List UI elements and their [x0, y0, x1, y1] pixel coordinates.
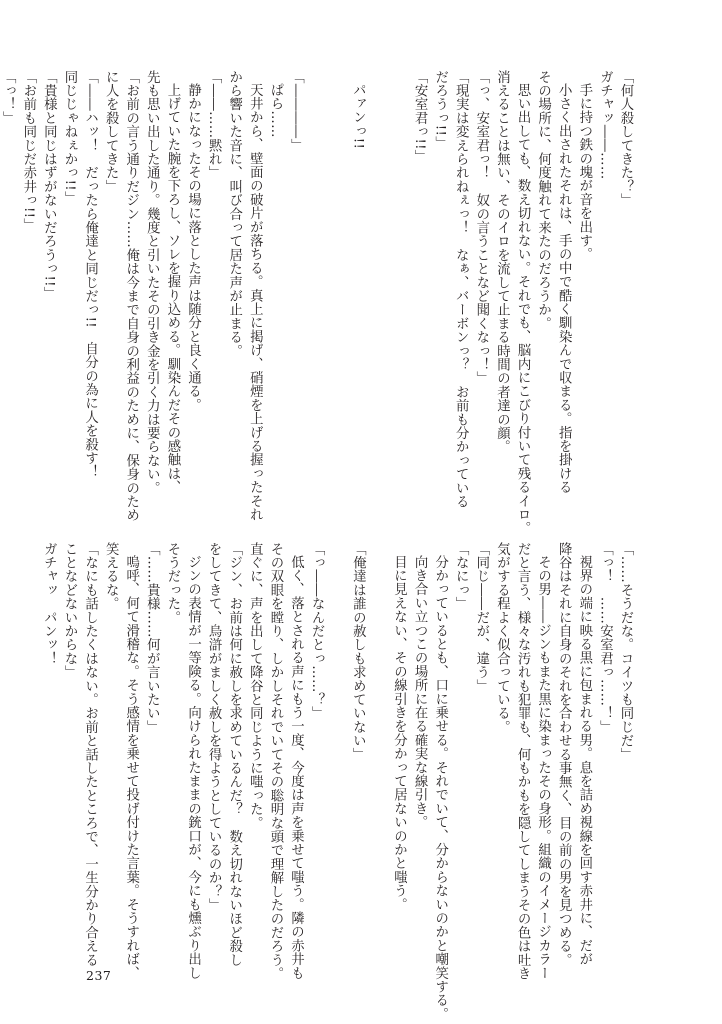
text-line: [326, 70, 347, 510]
text-line: 目に見えない、その線引きを分かって居ないのかと嗤う。: [391, 555, 407, 912]
text-line: 視界の端に映る黒に包まれる男。息を詰め視線を回す赤井に、だが: [576, 555, 592, 967]
text-line: 静かになったその場に落とした声は随分と良く通る。: [185, 83, 201, 413]
text-line: 気がする程よく似合っている。: [494, 542, 510, 734]
text-line: ジンの表情が一等険る。向けられたままの銃口が、今にも燻ぶり出し: [185, 555, 201, 981]
text-line: 「お前も同じだ赤井っ!!」: [20, 70, 36, 233]
text-block-top: [0, 70, 635, 536]
text-line: ことなどないからな」: [61, 542, 77, 679]
text-line: [388, 70, 409, 510]
text-line: 低く、落とされる声にもう一度、今度は声を乗せて嗤う。隣の赤井も: [288, 555, 304, 981]
text-line: 「貴様と同じはずがないだろうっ!!」: [41, 70, 57, 301]
text-line: 「――……黙れ」: [206, 70, 222, 180]
text-line: その双眼を瞠り、しかしそれでいてその聡明な頭で理解したのだろう。: [267, 542, 283, 981]
text-line: そうだった。: [164, 542, 180, 625]
text-line: 消えることは無い、そのイロを流して止まる時間の者達の顔。: [494, 70, 510, 454]
text-line: 嗚呼、何て滑稽な。そう感情を乗せて投げ付けた言葉。そうすれば、: [123, 555, 139, 981]
text-line: 「なにも話したくはない。お前と話したところで、一生分かり合える: [82, 542, 98, 967]
text-line: パァンっ!!: [350, 83, 366, 150]
text-line: 「現実は変えられねぇっ！ なぁ、バーボンっ？ お前も分かっている: [453, 70, 469, 509]
page-number: 237: [86, 968, 112, 983]
text-line: 「っ！ ……安室君っ……！」: [597, 542, 613, 734]
text-line: 向き合い立つこの場所に在る確実な線引き。: [412, 555, 428, 830]
text-line: 手に持つ鉄の塊が音を出す。: [576, 83, 592, 262]
text-line: 「――ハッ！ だったら俺達と同じだっ!! 自分の為に人を殺す！: [82, 70, 98, 479]
text-line: から響いた音に、叫び合って居た声が止まる。: [226, 70, 242, 358]
text-line: その場所に、何度触れて来たのだろうか。: [535, 70, 551, 331]
text-line: [367, 70, 388, 510]
text-line: 「お前の言う通りだジン……俺は今まで自身の利益のために、保身のため: [123, 70, 139, 523]
text-line: 天井から、壁面の破片が落ちる。真上に掲げ、硝煙を上げる握ったそれ: [247, 83, 263, 522]
text-line: 「同じ――だが、違う」: [473, 542, 489, 693]
text-line: 分かっているとも、口に乗せる。それでいて、分からないのかと嘲笑する。: [432, 555, 448, 1022]
text-line: 同じじゃねぇかっ!!」: [61, 70, 77, 205]
text-line: 「なにっ」: [453, 542, 469, 611]
text-line: 「……貴様……何が言いたい」: [144, 542, 160, 734]
text-line: 「っ――なんだとっ……？」: [309, 542, 325, 721]
text-line: ガチャッ――……: [597, 70, 613, 180]
text-line: [326, 542, 347, 982]
text-line: 「っ！」: [0, 70, 16, 125]
text-line: 「っ、安室君っ！ 奴の言うことなど聞くなっ！」: [473, 70, 489, 386]
text-line: 「安室君っ!!」: [412, 70, 428, 164]
text-line: 思い出しても、数え切れない。それでも、脳内にこびり付いて残るイロ。: [515, 83, 531, 536]
text-line: 小さく出されたそれは、手の中で酷く馴染んで収まる。指を掛ける: [556, 83, 572, 495]
text-line: 先も思い出した通り。幾度と引いたその引き金を引く力は要らない。: [144, 70, 160, 495]
text-line: 「……そうだな。コイツも同じだ」: [618, 542, 633, 762]
text-line: [306, 70, 327, 510]
text-line: 「俺達は誰の赦しも求めていない」: [350, 542, 366, 762]
text-line: ガチャッ パンッ！: [41, 542, 57, 666]
text-line: ぱら……: [267, 83, 283, 139]
text-line: 「何人殺してきた？」: [618, 70, 633, 207]
text-line: 「――――」: [288, 70, 304, 153]
text-line: 笑えるな。: [103, 542, 119, 611]
text-block-bottom: [38, 542, 635, 1022]
text-line: 降谷はそれに自身のそれを合わせる事無く、目の前の男を見つめる。: [556, 542, 572, 967]
text-line: だろうっ!!」: [432, 70, 448, 150]
text-line: をしてきて、烏滸がましく赦しを得ようとしているのか？」: [206, 542, 222, 912]
text-line: 「ジン、お前は何に赦しを求めているんだ？ 数え切れないほど殺し: [226, 542, 242, 967]
text-line: 上げていた腕を下ろし、ソレを握り込める。馴染んだその感触は、: [164, 83, 180, 495]
text-line: に人を殺してきた」: [103, 70, 119, 194]
text-line: だと言う、様々な汚れも犯罪も、何もかもを隠してしまうその色は吐き: [515, 542, 531, 981]
text-line: [367, 542, 388, 982]
text-line: その男――ジンもまた黒に染まったその身形。組織のイメージカラー: [535, 555, 551, 981]
text-line: 直ぐに、声を出して降谷と同じように嗤った。: [247, 542, 263, 830]
